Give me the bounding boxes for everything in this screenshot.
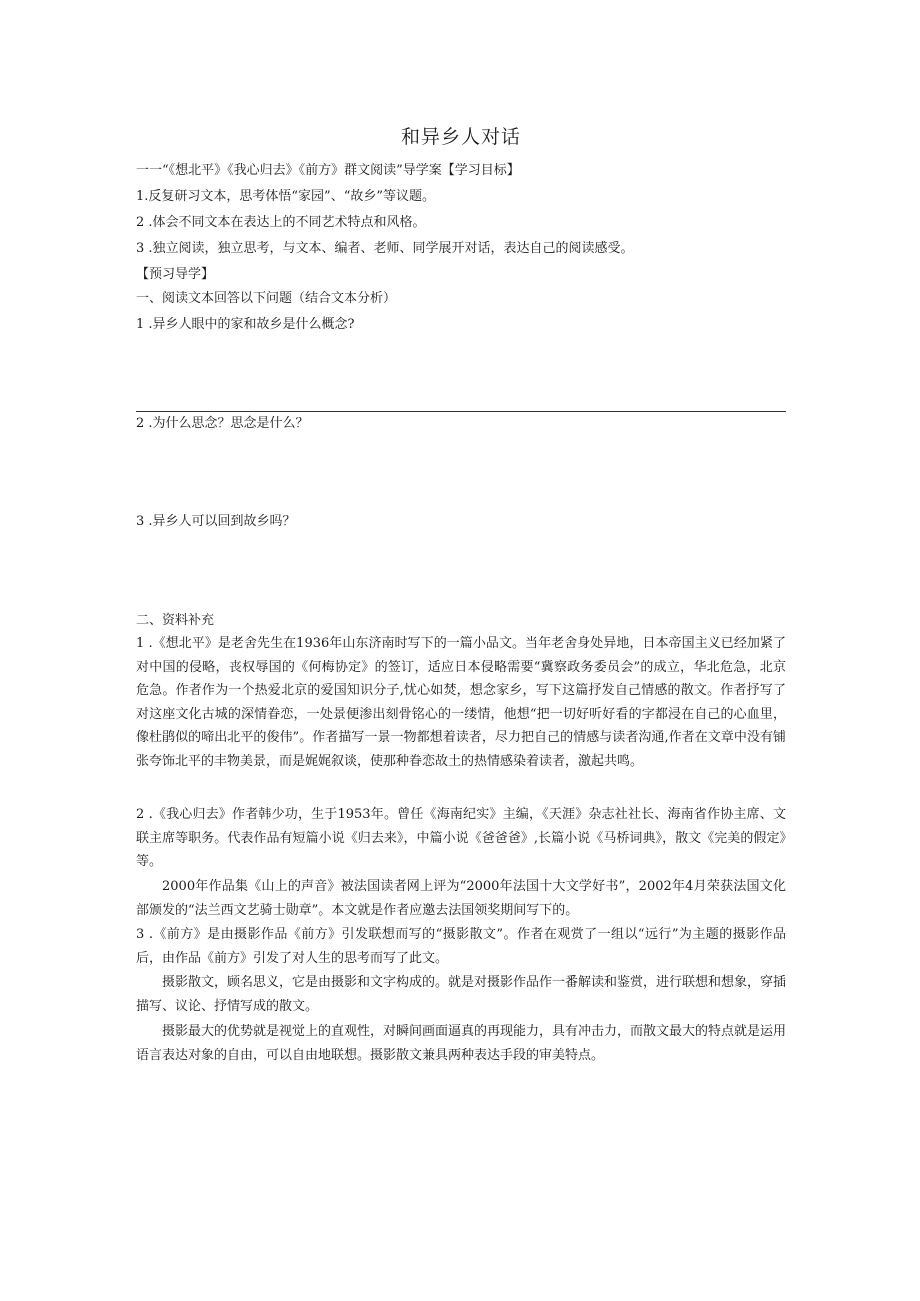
material-paragraph-4: 3 .《前方》是由摄影作品《前方》引发联想而写的“摄影散文”。作者在观赏了一组以“远行”为主题的摄影作品后，由作品《前方》引发了对人生的思考而写了此文。	[136, 927, 786, 966]
question-2: 2 .为什么思念？思念是什么？	[136, 416, 309, 431]
objective-3: 3 .独立阅读，独立思考，与文本、编者、老师、同学展开对话，表达自己的阅读感受。	[136, 241, 634, 256]
section-1-heading: 一、阅读文本回答以下问题（结合文本分析）	[136, 291, 397, 306]
question-1: 1 .异乡人眼中的家和故乡是什么概念?	[136, 317, 355, 332]
answer-divider-line	[136, 411, 786, 412]
page-title: 和异乡人对话	[400, 126, 521, 148]
material-paragraph-6: 摄影最大的优势就是视觉上的直观性，对瞬间画面逼真的再现能力，具有冲击力，而散文最大的特点就是运用语言表达对象的自由，可以自由地联想。摄影散文兼具两种表达手段的审美特点。	[136, 1024, 787, 1063]
material-paragraph-2: 2 .《我心归去》作者韩少功，生于1953年。曾任《海南纪实》主编，《天涯》杂志社社长、海南省作协主席、文联主席等职务。代表作品有短篇小说《归去来》，中篇小说《爸爸爸》,长篇小说《马桥词典》，散文《完美的假定》等。	[136, 807, 786, 870]
material-paragraph-1: 1 .《想北平》是老舍先生在1936年山东济南时写下的一篇小品文。当年老舍身处异地，日本帝国主义已经加紧了对中国的侵略，丧权辱国的《何梅协定》的签订，适应日本侵略需要“冀察政务委员会”的成立，华北危急，北京危急。作者作为一个热爱北京的爱国知识分子,忧心如焚，想念家乡，写下这篇抒发自己情感的散文。作者抒写了对这座文化古城的深情眷恋，一处景便渗出刻骨铭心的一缕情，他想“把一切好听好看的字都浸在自己的心血里，像杜鹃似的啼出北平的俊伟”。作者描写一景一物都想着读者，尽力把自己的情感与读者沟通,作者在文章中没有铺张夸饰北平的丰物美景，而是娓娓叙谈，使那种眷恋故土的热情感染着读者，激起共鸣。	[136, 636, 786, 769]
material-paragraph-5: 摄影散文，顾名思义，它是由摄影和文字构成的。就是对摄影作品作一番解读和鉴赏，进行联想和想象，穿插描写、议论、抒情写成的散文。	[136, 975, 787, 1014]
material-paragraph-3: 2000年作品集《山上的声音》被法国读者网上评为“2000年法国十大文学好书”，2002年4月荣获法国文化部颁发的“法兰西文艺骑士勋章”。本文就是作者应邀去法国领奖期间写下的。	[136, 879, 786, 918]
objective-1: 1.反复研习文本，思考体悟“家园”、“故乡”等议题。	[136, 189, 435, 204]
guide-header-line: 一一“《想北平》《我心归去》《前方》群文阅读”导学案【学习目标】	[136, 163, 520, 178]
question-3: 3 .异乡人可以回到故乡吗？	[136, 514, 296, 529]
section-2-heading: 二、资料补充	[136, 613, 215, 628]
objective-2: 2 .体会不同文本在表达上的不同艺术特点和风格。	[136, 215, 426, 230]
preview-heading: 【预习导学】	[136, 267, 215, 282]
